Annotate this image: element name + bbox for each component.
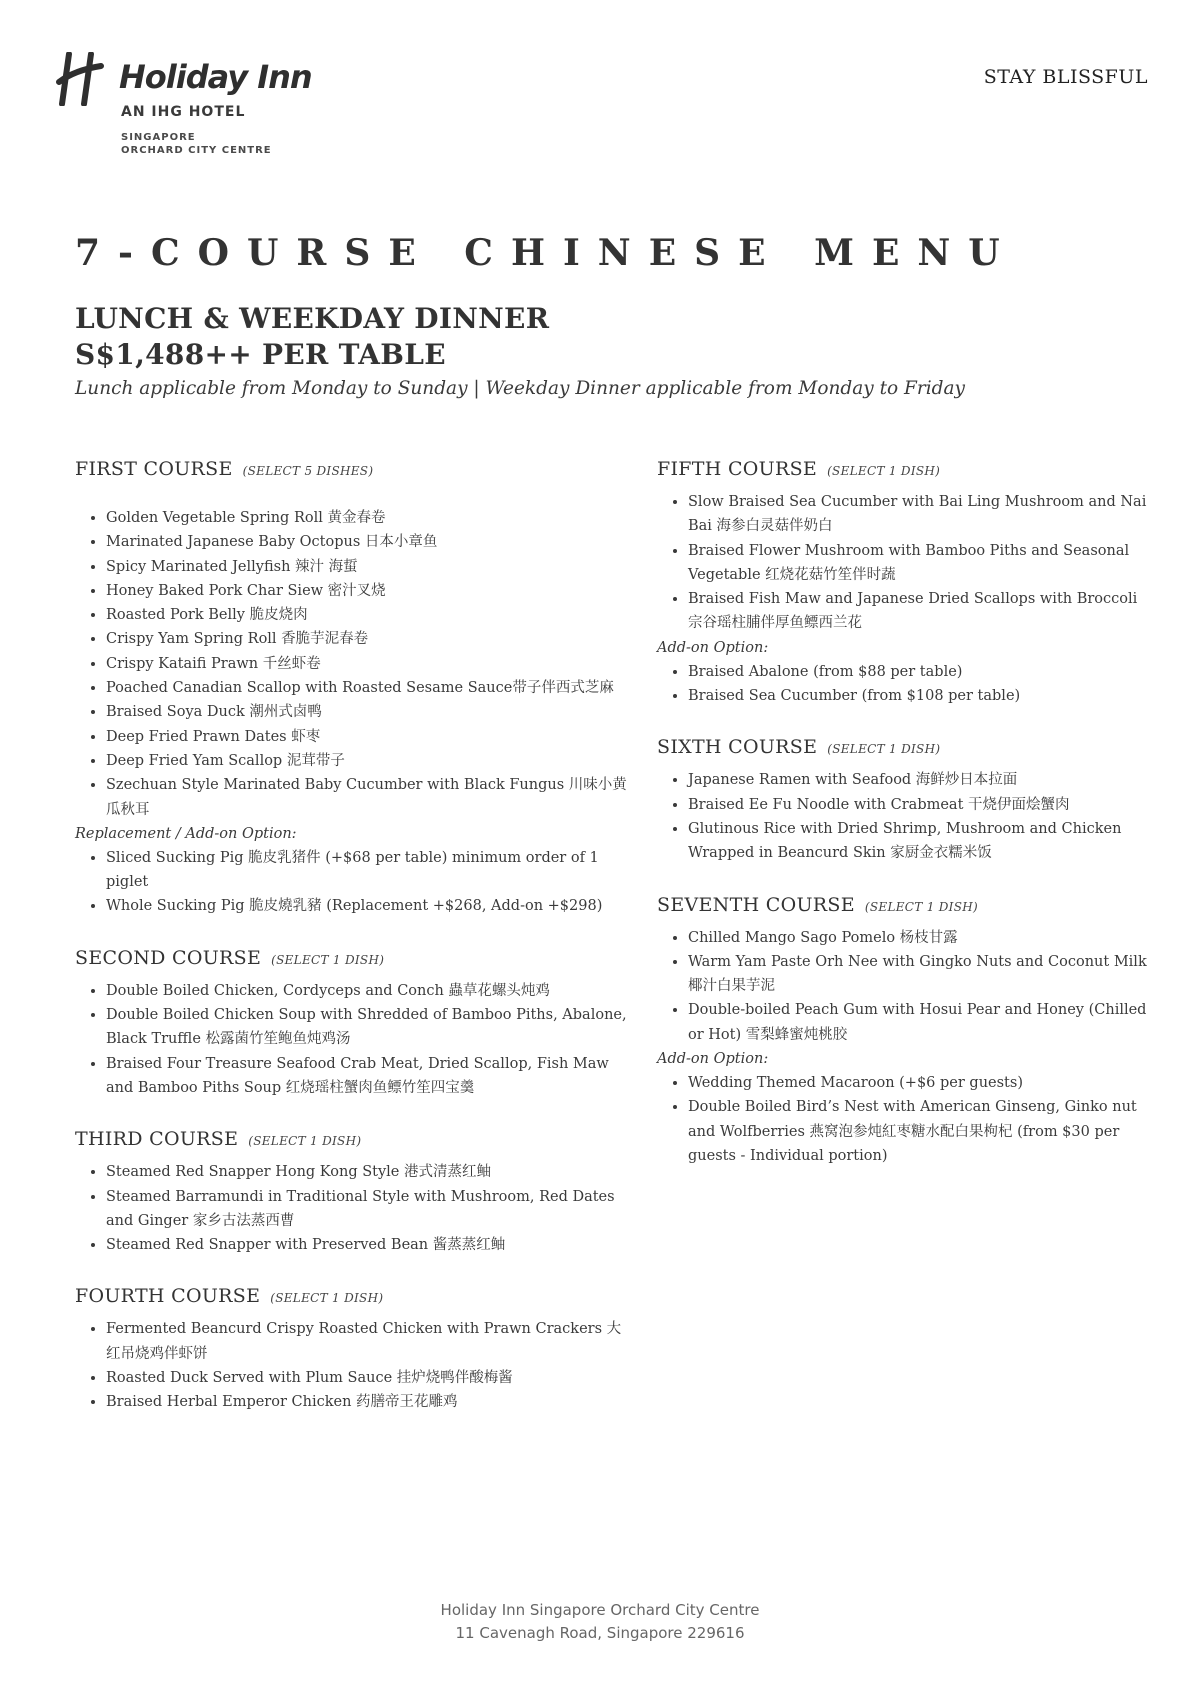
dish-item: • Chilled Mango Sago Pomelo 杨枝甘露 [688,926,1147,950]
dish-item: • Honey Baked Pork Char Siew 密汁叉烧 [106,579,635,603]
course-title: SECOND COURSE [75,946,262,969]
course-selection-note: (SELECT 5 DISHES) [242,464,374,478]
dish-item: • Braised Soya Duck 潮州式卤鸭 [106,700,635,724]
dish-item: • Slow Braised Sea Cucumber with Bai Ling Mushroom and Nai Bai 海参白灵菇伴奶白 [688,490,1147,539]
availability-note: Lunch applicable from Monday to Sunday | Weekday Dinner applicable from Monday to Friday [75,378,965,399]
dish-item: • Braised Herbal Emperor Chicken 药膳帝王花雕鸡 [106,1390,635,1414]
course-selection-note: (SELECT 1 DISH) [248,1134,362,1149]
course-heading [657,458,1147,480]
dish-item: • Fermented Beancurd Crispy Roasted Chicken with Prawn Crackers 大红吊烧鸡伴虾饼 [106,1317,635,1366]
dish-item: • Double Boiled Chicken, Cordyceps and Conch 蟲草花螺头炖鸡 [106,979,635,1003]
fifth-course [657,458,1147,708]
menu-title: 7-COURSE CHINESE MENU [75,232,1018,274]
brand-subtitle: AN IHG HOTEL [121,104,246,120]
third-course [75,1128,635,1257]
option-item: • Wedding Themed Macaroon (+$6 per guests) [688,1071,1147,1095]
dish-item: • Deep Fried Yam Scallop 泥茸带子 [106,749,635,773]
dish-item: • Braised Fish Maw and Japanese Dried Scallops with Broccoli 宗谷瑶柱脯伴厚鱼鳔西兰花 [688,587,1147,636]
dish-list [657,490,1147,636]
dish-item: • Braised Ee Fu Noodle with Crabmeat 干烧伊面烩蟹肉 [688,793,1147,817]
location-line-1: SINGAPORE [121,132,196,143]
course-selection-note: (SELECT 1 DISH) [827,742,941,757]
dish-item: • Golden Vegetable Spring Roll 黄金春卷 [106,506,635,530]
seventh-course [657,894,1147,1169]
course-title: SIXTH COURSE [657,736,818,759]
dish-item: • Roasted Duck Served with Plum Sauce 挂炉烧鸭伴酸梅酱 [106,1366,635,1390]
footer-hotel-name: Holiday Inn Singapore Orchard City Centre [440,1601,760,1619]
dish-item: • Roasted Pork Belly 脆皮烧肉 [106,603,635,627]
dish-list [75,506,635,822]
dish-item: • Poached Canadian Scallop with Roasted Sesame Sauce带子伴西式芝麻 [106,676,635,700]
dish-item: • Double Boiled Chicken Soup with Shredded of Bamboo Piths, Abalone, Black Truffle 松露菌竹笙鲍鱼炖鸡汤 [106,1003,635,1052]
option-label: Add-on Option: [657,639,769,656]
dish-item: • Crispy Kataifi Prawn 千丝虾卷 [106,652,635,676]
hotel-logo [55,48,315,158]
course-heading [657,894,1147,916]
course-selection-note: (SELECT 1 DISH) [827,464,941,478]
course-heading [75,1128,635,1150]
second-course [75,947,635,1100]
dish-list [657,926,1147,1047]
dish-item: • Spicy Marinated Jellyfish 辣汁 海蜇 [106,555,635,579]
menu-subtitle: LUNCH & WEEKDAY DINNER [75,302,550,335]
location-line-2: ORCHARD CITY CENTRE [121,145,272,156]
dish-item: • Szechuan Style Marinated Baby Cucumber with Black Fungus 川味小黄瓜秋耳 [106,773,635,822]
dish-list [75,1317,635,1414]
dish-item: • Steamed Barramundi in Traditional Style with Mushroom, Red Dates and Ginger 家乡古法蒸西曹 [106,1185,635,1234]
dish-item: • Braised Flower Mushroom with Bamboo Piths and Seasonal Vegetable 红烧花菇竹笙伴时蔬 [688,539,1147,588]
dish-item: • Double-boiled Peach Gum with Hosui Pear and Honey (Chilled or Hot) 雪梨蜂蜜炖桃胶 [688,998,1147,1047]
course-selection-note: (SELECT 1 DISH) [864,899,978,914]
option-item: • Braised Sea Cucumber (from $108 per table) [688,684,1147,708]
course-heading [75,947,635,969]
course-selection-note: (SELECT 1 DISH) [270,1291,384,1306]
brand-name: Holiday Inn [119,58,312,96]
course-title: FIRST COURSE [75,458,233,480]
dish-item: • Crispy Yam Spring Roll 香脆芋泥春卷 [106,627,635,651]
dish-item: • Marinated Japanese Baby Octopus 日本小章鱼 [106,530,635,554]
menu-price: S$1,488++ PER TABLE [75,338,446,371]
first-course [75,458,635,919]
dish-list [75,979,635,1100]
dish-list [657,768,1147,865]
tagline: STAY BLISSFUL [983,66,1148,88]
dish-item: • Deep Fried Prawn Dates 虾枣 [106,725,635,749]
option-list [75,846,635,919]
course-heading [75,458,635,480]
dish-item: • Steamed Red Snapper with Preserved Bean 酱蒸蒸红鲉 [106,1233,635,1257]
dish-item: • Braised Four Treasure Seafood Crab Meat, Dried Scallop, Fish Maw and Bamboo Piths Soup 红烧瑶柱蟹肉鱼鳔竹笙四宝羹 [106,1052,635,1101]
option-item: • Braised Abalone (from $88 per table) [688,660,1147,684]
left-column [75,458,635,1443]
fourth-course [75,1285,635,1414]
dish-list [75,1160,635,1257]
option-item: • Sliced Sucking Pig 脆皮乳猪件 (+$68 per table) minimum order of 1 piglet [106,846,635,895]
option-label: Replacement / Add-on Option: [75,825,297,842]
option-list [657,660,1147,709]
dish-item: • Steamed Red Snapper Hong Kong Style 港式清蒸红鲉 [106,1160,635,1184]
course-heading [75,1285,635,1307]
option-item: • Whole Sucking Pig 脆皮燒乳豬 (Replacement +$268, Add-on +$298) [106,894,635,918]
option-list [657,1071,1147,1168]
dish-item: • Warm Yam Paste Orh Nee with Gingko Nuts and Coconut Milk 椰汁白果芋泥 [688,950,1147,999]
sixth-course [657,736,1147,865]
dish-item: • Glutinous Rice with Dried Shrimp, Mushroom and Chicken Wrapped in Beancurd Skin 家厨金衣糯米饭 [688,817,1147,866]
option-label: Add-on Option: [657,1051,769,1068]
footer-address: 11 Cavenagh Road, Singapore 229616 [455,1624,745,1642]
course-title: FOURTH COURSE [75,1285,261,1308]
option-item: • Double Boiled Bird’s Nest with American Ginseng, Ginko nut and Wolfberries 燕窝泡参炖紅枣糖水配白果枸杞 (from $30 per guests - Individual portion) [688,1095,1147,1168]
course-title: FIFTH COURSE [657,458,818,480]
holiday-inn-h-logo-icon [55,52,105,106]
dish-item: • Japanese Ramen with Seafood 海鲜炒日本拉面 [688,768,1147,792]
course-title: SEVENTH COURSE [657,893,855,916]
course-selection-note: (SELECT 1 DISH) [271,952,385,967]
right-column [657,458,1147,1196]
course-title: THIRD COURSE [75,1128,239,1151]
course-heading [657,736,1147,758]
